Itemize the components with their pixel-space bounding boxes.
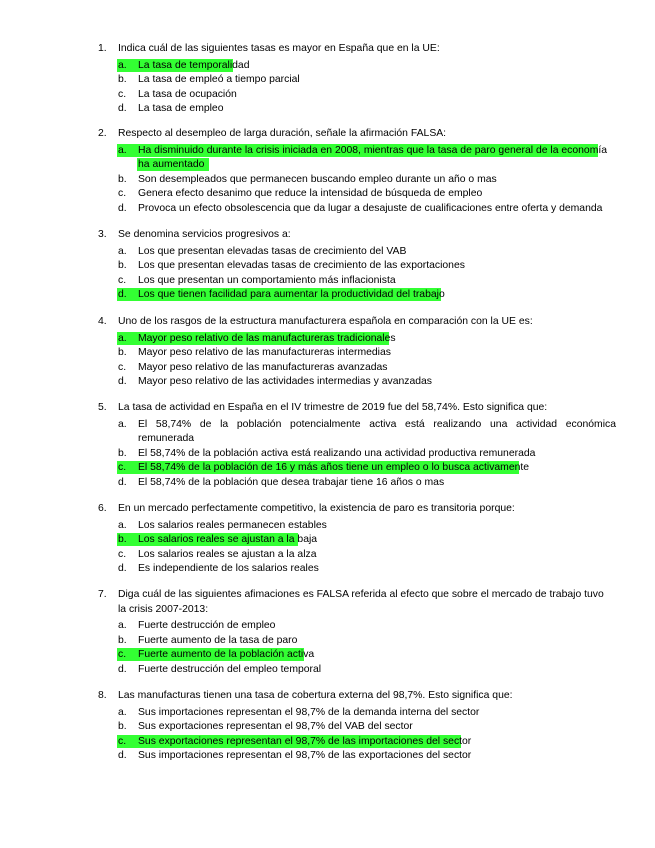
option-text: La tasa de temporalidad xyxy=(138,59,250,71)
option-text: Los que presentan elevadas tasas de crecimiento de las exportaciones xyxy=(138,260,465,271)
option-text: Genera efecto desanimo que reduce la intensidad de búsqueda de empleo xyxy=(138,188,483,199)
question-number: 6. xyxy=(98,503,107,514)
option-text: La tasa de empleó a tiempo parcial xyxy=(138,74,300,85)
question-text: Respecto al desempleo de larga duración, señale la afirmación FALSA: xyxy=(118,128,447,139)
option-letter: d. xyxy=(118,103,127,114)
option-text: El 58,74% de la población potencialmente activa está realizando una actividad económica xyxy=(138,418,616,430)
option-text: El 58,74% de la población que desea trabajar tiene 16 años o mas xyxy=(138,476,445,488)
option-letter: c. xyxy=(118,361,127,373)
option-letter: c. xyxy=(118,735,127,747)
option-letter: d. xyxy=(118,376,127,387)
question-text: Uno de los rasgos de la estructura manufacturera española en comparación con la UE es: xyxy=(118,316,533,327)
option-letter: b. xyxy=(118,534,127,545)
option-text: Los salarios reales se ajustan a la alza xyxy=(138,548,317,560)
question-number: 5. xyxy=(98,402,107,413)
option-text: Fuerte destrucción de empleo xyxy=(138,620,276,631)
option-letter: a. xyxy=(118,519,127,531)
option-letter: c. xyxy=(118,188,127,199)
option-text: Los que tienen facilidad para aumentar la productividad del trabajo xyxy=(138,289,445,300)
option-letter: b. xyxy=(118,173,127,185)
option-letter: c. xyxy=(118,274,127,286)
option-text: Es independiente de los salarios reales xyxy=(138,563,319,574)
option-text: El 58,74% de la población de 16 y más años tiene un empleo o lo busca activamente xyxy=(138,462,530,473)
option-letter: d. xyxy=(118,476,127,488)
option-text: El 58,74% de la población activa está realizando una actividad productiva remunerada xyxy=(138,447,536,459)
option-letter: a. xyxy=(118,418,127,430)
option-text: Los salarios reales permanecen estables xyxy=(138,519,327,531)
option-text: Mayor peso relativo de las manufactureras tradicionales xyxy=(138,332,396,344)
option-text: Los que presentan elevadas tasas de crecimiento del VAB xyxy=(138,245,407,257)
option-letter: a. xyxy=(118,332,127,344)
option-text: Sus exportaciones representan el 98,7% de las importaciones del sector xyxy=(138,735,472,747)
question-text: Se denomina servicios progresivos a: xyxy=(118,229,291,240)
option-letter: b. xyxy=(118,347,127,358)
option-text: Mayor peso relativo de las manufactureras avanzadas xyxy=(138,361,388,373)
option-letter: b. xyxy=(118,634,127,646)
option-letter: a. xyxy=(118,706,127,718)
option-text: ha aumentado xyxy=(138,159,205,170)
option-text: Mayor peso relativo de las manufactureras intermedias xyxy=(138,347,391,358)
option-letter: b. xyxy=(118,447,127,459)
option-letter: c. xyxy=(118,649,127,660)
option-letter: c. xyxy=(118,548,127,560)
option-text: Los salarios reales se ajustan a la baja xyxy=(138,534,318,545)
question-text: Las manufacturas tienen una tasa de cobertura externa del 98,7%. Esto significa que: xyxy=(118,690,513,701)
question-number: 2. xyxy=(98,128,107,139)
option-letter: c. xyxy=(118,462,127,473)
option-text: Sus importaciones representan el 98,7% de la demanda interna del sector xyxy=(138,706,480,718)
option-letter: a. xyxy=(118,245,127,257)
option-letter: c. xyxy=(118,88,127,100)
question-text: En un mercado perfectamente competitivo, la existencia de paro es transitoria porque: xyxy=(118,503,515,514)
option-letter: d. xyxy=(118,663,127,675)
option-text: Fuerte destrucción del empleo temporal xyxy=(138,663,322,675)
option-text: La tasa de empleo xyxy=(138,103,224,114)
option-text: Provoca un efecto obsolescencia que da lugar a desajuste de cualificaciones entre oferta y demanda xyxy=(138,202,603,214)
option-letter: d. xyxy=(118,750,127,761)
option-text: Mayor peso relativo de las actividades intermedias y avanzadas xyxy=(138,376,432,387)
question-text: Indica cuál de las siguientes tasas es mayor en España que en la UE: xyxy=(118,43,440,54)
option-text: Los que presentan un comportamiento más inflacionista xyxy=(138,274,396,286)
option-text: Fuerte aumento de la tasa de paro xyxy=(138,634,298,646)
option-letter: a. xyxy=(118,59,127,71)
option-letter: a. xyxy=(118,144,127,156)
option-text: Son desempleados que permanecen buscando empleo durante un año o mas xyxy=(138,173,497,185)
question-number: 7. xyxy=(98,589,107,600)
question-number: 4. xyxy=(98,316,107,327)
question-text: la crisis 2007-2013: xyxy=(118,603,209,615)
question-number: 3. xyxy=(98,229,107,240)
option-text: Ha disminuido durante la crisis iniciada en 2008, mientras que la tasa de paro general de la economía xyxy=(138,144,608,156)
option-letter: d. xyxy=(118,202,127,214)
option-letter: b. xyxy=(118,260,127,271)
option-text: Fuerte aumento de la población activa xyxy=(138,649,315,660)
option-text: La tasa de ocupación xyxy=(138,88,237,100)
option-text: Sus importaciones representan el 98,7% de las exportaciones del sector xyxy=(138,750,472,761)
option-letter: b. xyxy=(118,721,127,732)
option-text: Sus exportaciones representan el 98,7% del VAB del sector xyxy=(138,721,413,732)
question-text: Diga cuál de las siguientes afimaciones es FALSA referida al efecto que sobre el mercado de trabajo tuvo xyxy=(118,589,604,600)
question-number: 8. xyxy=(98,690,107,701)
option-letter: a. xyxy=(118,620,127,631)
option-letter: b. xyxy=(118,74,127,85)
option-text: remunerada xyxy=(138,433,195,444)
option-letter: d. xyxy=(118,563,127,574)
question-text: La tasa de actividad en España en el IV trimestre de 2019 fue del 58,74%. Esto significa que: xyxy=(118,402,548,413)
option-letter: d. xyxy=(118,289,127,300)
question-number: 1. xyxy=(98,43,107,54)
